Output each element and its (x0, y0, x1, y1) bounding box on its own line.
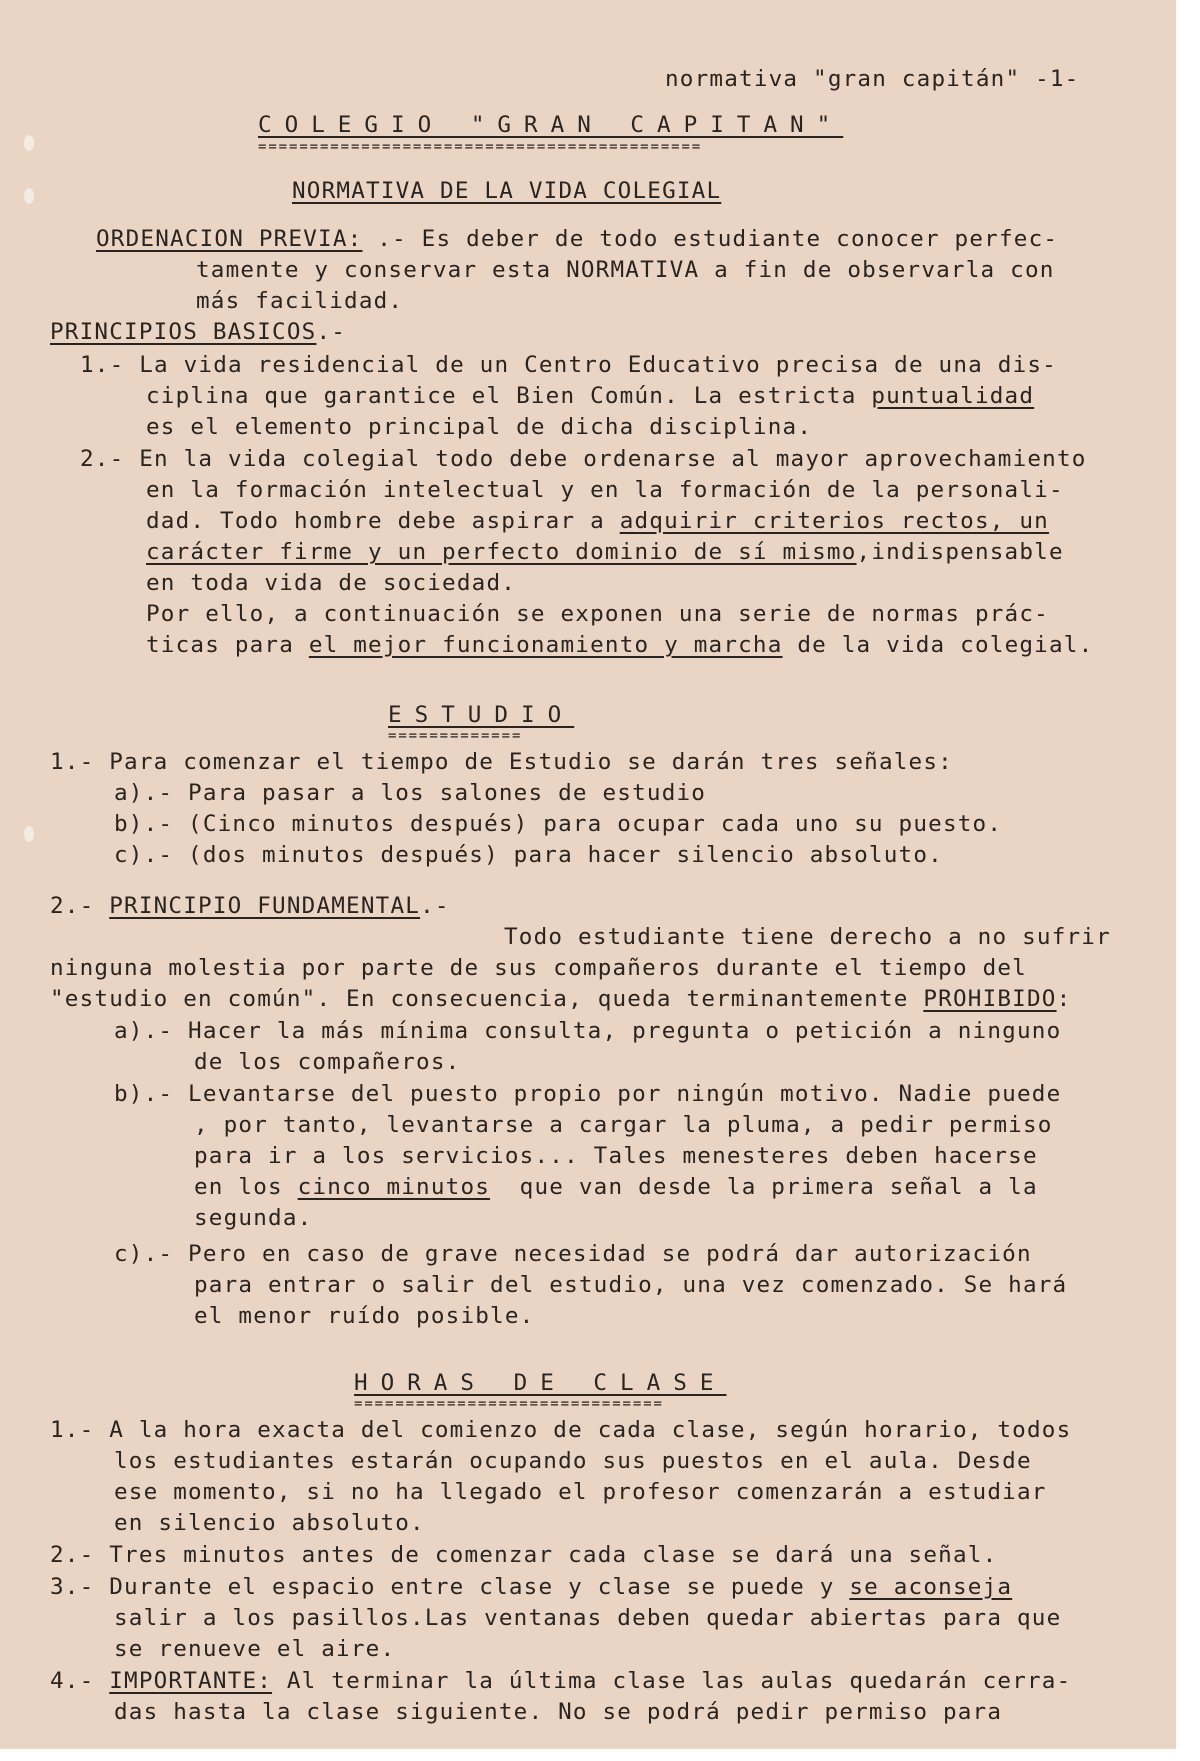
se-aconseja-underlined: se aconseja (849, 1574, 1013, 1600)
estudio-1-b: b).- (Cinco minutos después) para ocupar cada uno su puesto. (114, 811, 1003, 837)
estudio-2-c-line-1: c).- Pero en caso de grave necesidad se podrá dar autorización (114, 1241, 1032, 1267)
estudio-2-line-4 (50, 984, 1071, 1015)
horas-3-line-1 (50, 1572, 1012, 1603)
estudio-2-heading (50, 891, 450, 922)
estudio-2-line-3: ninguna molestia por parte de sus compañeros durante el tiempo del (50, 955, 1027, 981)
principio-2-line-1: 2.- En la vida colegial todo debe ordenarse al mayor aprovechamiento (80, 446, 1087, 472)
prohibido-underlined: PROHIBIDO (923, 986, 1057, 1012)
principio-2-line-6: Por ello, a continuación se exponen una serie de normas prác- (146, 601, 1049, 627)
ordenacion-label: ORDENACION PREVIA: (96, 226, 363, 252)
importante-label: IMPORTANTE: (109, 1668, 273, 1694)
principio-2-line-3 (146, 506, 1049, 537)
estudio-2-c-line-3: el menor ruído posible. (194, 1303, 535, 1329)
estudio-2-b-line-3: para ir a los servicios... Tales menesteres deben hacerse (194, 1143, 1038, 1169)
horas-2: 2.- Tres minutos antes de comenzar cada clase se dará una señal. (50, 1542, 998, 1568)
estudio-2-b-text-tail: que van desde la primera señal a la (490, 1174, 1038, 1200)
punch-hole (24, 135, 34, 151)
scan-border-bottom (0, 1749, 1200, 1761)
estudio-2-b-text: en los (194, 1174, 298, 1200)
puntualidad-underlined: puntualidad (871, 383, 1035, 409)
estudio-2-line-2: Todo estudiante tiene derecho a no sufrir (504, 924, 1111, 950)
estudio-1-c: c).- (dos minutos después) para hacer silencio absoluto. (114, 842, 943, 868)
estudio-2-b-line-4 (194, 1172, 1038, 1203)
school-title: COLEGIO "GRAN CAPITAN" (258, 112, 844, 138)
principios-heading (50, 317, 346, 348)
estudio-2-b-line-5: segunda. (194, 1205, 313, 1231)
punch-hole (24, 826, 34, 842)
caracter-underlined: carácter firme y un perfecto dominio de sí mismo (146, 539, 857, 565)
horas-4-number: 4.- (50, 1668, 110, 1694)
horas-4-line-1 (50, 1666, 1071, 1697)
cinco-minutos-underlined: cinco minutos (297, 1174, 491, 1200)
criterios-underlined: adquirir criterios rectos, un (619, 508, 1049, 534)
estudio-2-a-line-2: de los compañeros. (194, 1049, 461, 1075)
principio-2-line-7 (146, 630, 1093, 661)
ordenacion-text: .- Es deber de todo estudiante conocer perfec- (362, 226, 1059, 252)
estudio-2-c-line-2: para entrar o salir del estudio, una vez comenzado. Se hará (194, 1272, 1068, 1298)
principio-fundamental-label: PRINCIPIO FUNDAMENTAL (109, 893, 421, 919)
horas-1-line-3: ese momento, si no ha llegado el profesor comenzarán a estudiar (114, 1479, 1047, 1505)
principio-1-line-3: es el elemento principal de dicha disciplina. (146, 414, 813, 440)
estudio-1: 1.- Para comenzar el tiempo de Estudio se darán tres señales: (50, 749, 953, 775)
estudio-2-a-line-1: a).- Hacer la más mínima consulta, pregunta o petición a ninguno (114, 1018, 1062, 1044)
estudio-double-underline: ============= (388, 728, 523, 744)
horas-3-line-2: salir a los pasillos.Las ventanas deben quedar abiertas para que (114, 1605, 1062, 1631)
estudio-2-b-line-1: b).- Levantarse del puesto propio por ningún motivo. Nadie puede (114, 1081, 1062, 1107)
principio-1-text: ciplina que garantice el Bien Común. La estricta (146, 383, 872, 409)
principio-2-text-tail: de la vida colegial. (782, 632, 1094, 658)
estudio-2-number: 2.- (50, 893, 110, 919)
principios-heading-suffix: .- (316, 319, 347, 345)
estudio-1-a: a).- Para pasar a los salones de estudio (114, 780, 707, 806)
ordenacion-text-2: tamente y conservar esta NORMATIVA a fin de observarla con (196, 257, 1055, 283)
principio-2-text-end: ,indispensable (856, 539, 1064, 565)
horas-double-underline: ============================== (354, 1396, 664, 1412)
horas-3-text: 3.- Durante el espacio entre clase y clase se puede y (50, 1574, 850, 1600)
principio-2-text-start: ticas para (146, 632, 309, 658)
estudio-2-text: "estudio en común". En consecuencia, queda terminantemente (50, 986, 924, 1012)
horas-4-text: Al terminar la última clase las aulas quedarán cerra- (272, 1668, 1072, 1694)
principios-heading-text: PRINCIPIOS BASICOS (50, 319, 317, 345)
title-double-underline: =========================================== (258, 139, 703, 155)
horas-1-line-4: en silencio absoluto. (114, 1510, 425, 1536)
estudio-2-colon: : (1056, 986, 1072, 1012)
estudio-2-b-line-2: , por tanto, levantarse a cargar la pluma, a pedir permiso (194, 1112, 1053, 1138)
scan-border-right (1176, 0, 1200, 1761)
principio-1-line-1: 1.- La vida residencial de un Centro Educativo precisa de una dis- (80, 352, 1057, 378)
estudio-heading: ESTUDIO (388, 702, 575, 728)
punch-hole (24, 188, 34, 204)
funcionamiento-underlined: el mejor funcionamiento y marcha (308, 632, 783, 658)
ordenacion-line (96, 224, 1058, 255)
horas-1-line-1: 1.- A la hora exacta del comienzo de cada clase, según horario, todos (50, 1417, 1072, 1443)
horas-heading: HORAS DE CLASE (354, 1370, 727, 1396)
ordenacion-text-3: más facilidad. (196, 288, 404, 314)
horas-1-line-2: los estudiantes estarán ocupando sus puestos en el aula. Desde (114, 1448, 1032, 1474)
principio-2-line-2: en la formación intelectual y en la formación de la personali- (146, 477, 1064, 503)
horas-3-line-3: se renueve el aire. (114, 1636, 396, 1662)
principio-2-text: dad. Todo hombre debe aspirar a (146, 508, 620, 534)
page-number-header: normativa "gran capitán" -1- (665, 66, 1080, 92)
principio-2-line-4 (146, 537, 1064, 568)
horas-4-line-2: das hasta la clase siguiente. No se podrá pedir permiso para (114, 1699, 1003, 1725)
document-title: NORMATIVA DE LA VIDA COLEGIAL (292, 178, 722, 204)
estudio-2-suffix: .- (420, 893, 450, 919)
principio-1-line-2 (146, 381, 1034, 412)
principio-2-line-5: en toda vida de sociedad. (146, 570, 517, 596)
